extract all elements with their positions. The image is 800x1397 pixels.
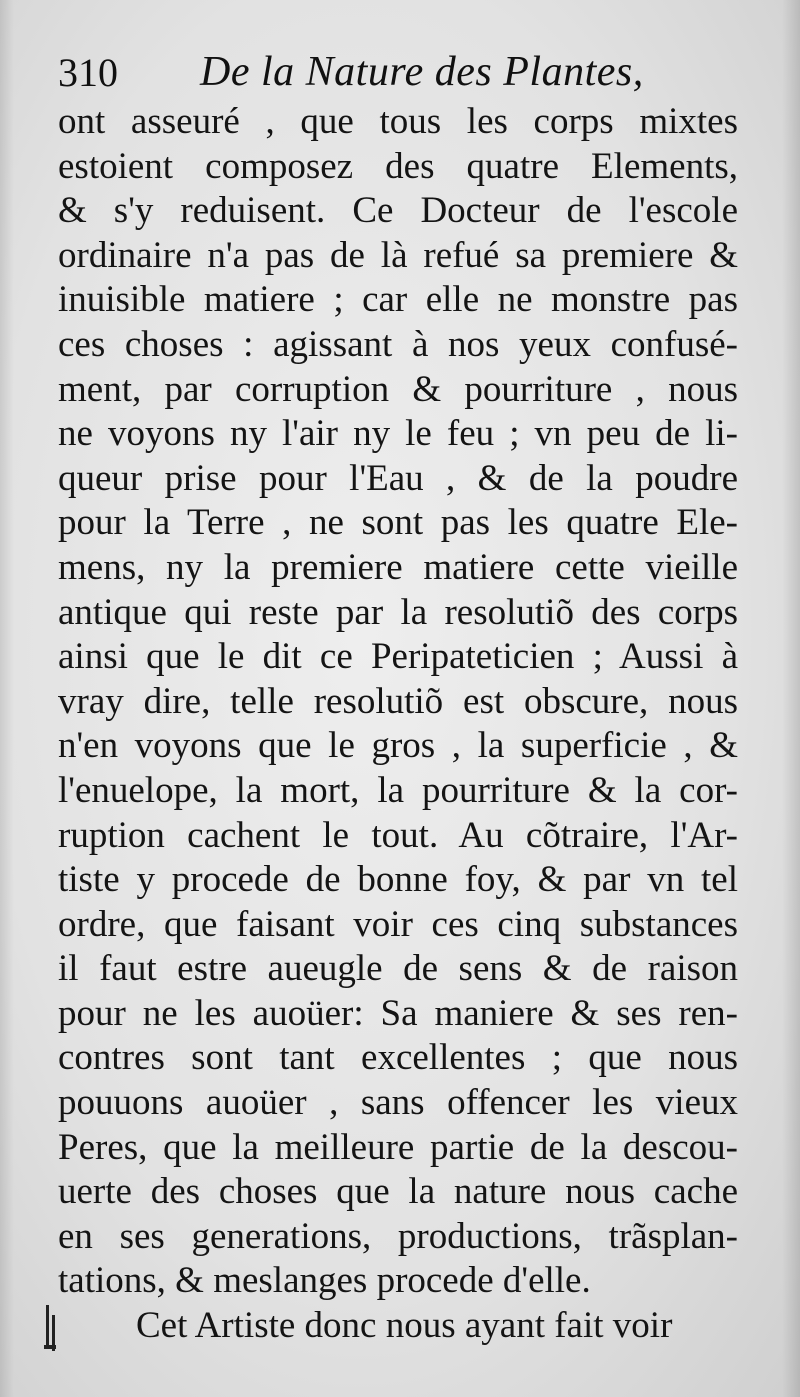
text-line: ne voyons ny l'air ny le feu ; vn peu de li- bbox=[58, 413, 738, 455]
text-line: ces choses : agissant à nos yeux confusé- bbox=[58, 323, 738, 365]
text-line: estoient composez des quatre Elements, bbox=[58, 145, 738, 187]
text-line: pouuons auoüer , sans offencer les vieux bbox=[58, 1082, 738, 1124]
text-line: pour la Terre , ne sont pas les quatre Ele- bbox=[58, 502, 738, 544]
page-edge-shadow bbox=[782, 0, 800, 1397]
text-line: vray dire, telle resolutiõ est obscure, nous bbox=[58, 680, 738, 722]
page-header bbox=[58, 42, 738, 102]
text-line: ordre, que faisant voir ces cinq substances bbox=[58, 903, 738, 945]
text-line: queur prise pour l'Eau , & de la poudre bbox=[58, 457, 738, 499]
page-gutter-shadow bbox=[0, 0, 14, 1397]
running-title: De la Nature des Plantes, bbox=[200, 49, 644, 95]
body-text bbox=[58, 100, 738, 1349]
text-line: mens, ny la premiere matiere cette vieille bbox=[58, 546, 738, 588]
text-line: n'en voyons que le gros , la superficie , & bbox=[58, 725, 738, 767]
text-line: inuisible matiere ; car elle ne monstre pas bbox=[58, 279, 738, 321]
paragraph-start-line: Cet Artiste donc nous ayant fait voir bbox=[136, 1305, 673, 1347]
text-line: uerte des choses que la nature nous cache bbox=[58, 1171, 738, 1213]
text-line: tiste y procede de bonne foy, & par vn tel bbox=[58, 859, 738, 901]
margin-ink-mark bbox=[40, 1301, 62, 1357]
text-line: ainsi que le dit ce Peripateticien ; Aussi à bbox=[58, 636, 738, 678]
text-line: antique qui reste par la resolutiõ des corps bbox=[58, 591, 738, 633]
page-number: 310 bbox=[58, 50, 118, 95]
paragraph-end-line: tations, & meslanges procede d'elle. bbox=[58, 1260, 591, 1302]
text-line: il faut estre aueugle de sens & de raison bbox=[58, 948, 738, 990]
text-line: ment, par corruption & pourriture , nous bbox=[58, 368, 738, 410]
text-line: Peres, que la meilleure partie de la descou- bbox=[58, 1126, 738, 1168]
text-line: ordinaire n'a pas de là refué sa premiere & bbox=[58, 234, 738, 276]
text-line: l'enuelope, la mort, la pourriture & la cor- bbox=[58, 769, 738, 811]
text-line: pour ne les auoüer: Sa maniere & ses ren- bbox=[58, 992, 738, 1034]
text-line: & s'y reduisent. Ce Docteur de l'escole bbox=[58, 190, 738, 232]
text-line: ont asseuré , que tous les corps mixtes bbox=[58, 101, 738, 142]
text-line: ruption cachent le tout. Au cõtraire, l'Ar- bbox=[58, 814, 738, 856]
text-line: en ses generations, productions, trãsplan- bbox=[58, 1215, 738, 1257]
text-line: contres sont tant excellentes ; que nous bbox=[58, 1037, 738, 1079]
